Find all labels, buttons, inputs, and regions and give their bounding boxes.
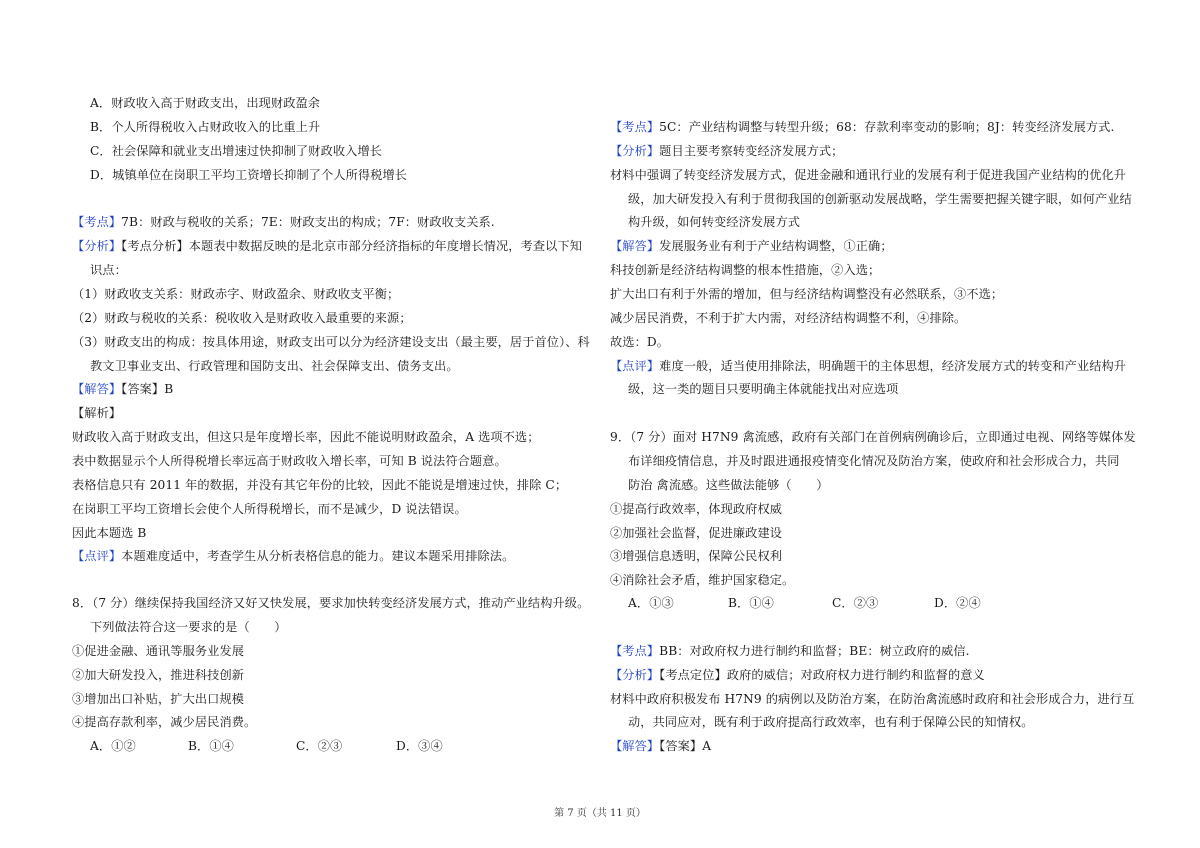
r-fenxi-tag: 【分析】 [610, 144, 660, 158]
kaodian-line [72, 214, 495, 230]
q8-option-a: A．①② [90, 739, 136, 753]
r-jieda2-line [610, 738, 711, 754]
r-jieda2-text: 【答案】A [659, 739, 712, 753]
q9-option-c: C．②③ [832, 596, 879, 610]
jiexi-line-2: 表中数据显示个人所得税增长率远高于财政收入增长率，可知 B 说法符合题意。 [72, 454, 507, 468]
r-jieda-text: 发展服务业有利于产业结构调整，①正确； [659, 239, 893, 253]
r-answer-1: 科技创新是经济结构调整的根本性措施，②入选； [610, 263, 881, 277]
r-fenxi-line [610, 143, 843, 159]
q9-stem-1: 9．（7 分）面对 H7N9 禽流感，政府有关部门在首例病例确诊后，立即通过电视、网络等媒体发 [610, 430, 1136, 444]
r-jieda-tag: 【解答】 [610, 239, 660, 253]
point-3-cont: 教文卫事业支出、行政管理和国防支出、社会保障支出、债务支出。 [90, 359, 459, 373]
r-fenxi2-line [610, 667, 985, 683]
jiexi-line-5: 因此本题选 B [72, 526, 147, 540]
q8-item-4: ④提高存款利率，减少居民消费。 [72, 715, 257, 729]
kaodian-text: 7B：财政与税收的关系；7E：财政支出的构成；7F：财政收支关系. [121, 215, 495, 229]
fenxi-tag: 【分析】 [72, 239, 122, 253]
jiexi-line-1: 财政收入高于财政支出，但这只是年度增长率，因此不能说明财政盈余，A 选项不选； [72, 430, 540, 444]
q9-stem-3: 防治 禽流感。这些做法能够（ ） [628, 478, 829, 492]
jiexi-line-3: 表格信息只有 2011 年的数据，并没有其它年份的比较，因此不能说是增速过快，排除 C； [72, 478, 568, 492]
q8-option-c: C．②③ [296, 739, 343, 753]
q8-item-2: ②加大研发投入，推进科技创新 [72, 668, 245, 682]
r-jieda-line [610, 238, 893, 254]
r-dianping-cont: 级，这一类的题目只要明确主体就能找出对应选项 [628, 382, 899, 396]
r-material2-1: 材料中政府积极发布 H7N9 的病例以及防治方案，在防治禽流感时政府和社会形成合力，进行互 [610, 692, 1135, 706]
q8-option-d: D．③④ [396, 739, 443, 753]
r-kaodian2-text: BB：对政府权力进行制约和监督；BE：树立政府的威信. [659, 644, 970, 658]
q8-stem-2: 下列做法符合这一要求的是（ ） [90, 620, 287, 634]
r-material-2: 级，加大研发投入有利于贯彻我国的创新驱动发展战略，学生需要把握关键字眼，如何产业结 [628, 192, 1132, 206]
q8-stem-1: 8．（7 分）继续保持我国经济又好又快发展，要求加快转变经济发展方式，推动产业结构升级。 [72, 596, 590, 610]
fenxi-line [72, 238, 582, 254]
fenxi-cont: 识点： [90, 263, 127, 277]
fenxi-text: 【考点分析】本题表中数据反映的是北京市部分经济指标的年度增长情况，考查以下知 [121, 239, 582, 253]
q8-item-1: ①促进金融、通讯等服务业发展 [72, 644, 245, 658]
q8-item-3: ③增加出口补贴，扩大出口规模 [72, 692, 245, 706]
r-answer-3: 减少居民消费，不利于扩大内需，对经济结构调整不利，④排除。 [610, 311, 967, 325]
q9-option-a: A．①③ [628, 596, 674, 610]
dianping-line [72, 548, 514, 564]
r-fenxi-text: 题目主要考察转变经济发展方式； [659, 144, 844, 158]
r-fenxi2-tag: 【分析】 [610, 668, 660, 682]
r-kaodian2-line [610, 643, 970, 659]
r-answer-2: 扩大出口有利于外需的增加，但与经济结构调整没有必然联系，③不选； [610, 287, 1004, 301]
jieda-text: 【答案】B [121, 382, 174, 396]
r-kaodian2-tag: 【考点】 [610, 644, 660, 658]
page-footer: 第 7 页（共 11 页） [554, 808, 646, 819]
r-answer-4: 故选：D。 [610, 335, 670, 349]
dianping-text: 本题难度适中，考查学生从分析表格信息的能力。建议本题采用排除法。 [121, 549, 515, 563]
q9-item-3: ③增强信息透明，保障公民权利 [610, 549, 783, 563]
jiexi-heading: 【解析】 [72, 406, 122, 420]
q9-option-d: D．②④ [934, 596, 981, 610]
r-dianping-text: 难度一般，适当使用排除法，明确题干的主体思想，经济发展方式的转变和产业结构升 [659, 359, 1127, 373]
q7-option-c: C．社会保障和就业支出增速过快抑制了财政收入增长 [90, 144, 383, 158]
point-3: （3）财政支出的构成：按具体用途，财政支出可以分为经济建设支出（最主要，居于首位）、科 [72, 335, 590, 349]
jieda-tag: 【解答】 [72, 382, 122, 396]
point-1: （1）财政收支关系：财政赤字、财政盈余、财政收支平衡； [72, 287, 400, 301]
r-kaodian-text: 5C：产业结构调整与转型升级；68：存款利率变动的影响；8J：转变经济发展方式. [659, 120, 1115, 134]
r-kaodian-line [610, 119, 1114, 135]
r-dianping-line [610, 358, 1126, 374]
dianping-tag: 【点评】 [72, 549, 122, 563]
kaodian-tag: 【考点】 [72, 215, 122, 229]
q9-item-1: ①提高行政效率，体现政府权威 [610, 502, 783, 516]
q9-stem-2: 布详细疫情信息，并及时跟进通报疫情变化情况及防治方案，使政府和社会形成合力，共同 [628, 454, 1120, 468]
jiexi-line-4: 在岗职工平均工资增长会使个人所得税增长，而不是减少，D 说法错误。 [72, 502, 467, 516]
q8-option-b: B．①④ [188, 739, 234, 753]
q9-option-b: B．①④ [728, 596, 774, 610]
q9-item-2: ②加强社会监督，促进廉政建设 [610, 526, 783, 540]
q7-option-b: B．个人所得税收入占财政收入的比重上升 [90, 120, 321, 134]
r-material-3: 构升级，如何转变经济发展方式 [628, 215, 801, 229]
r-jieda2-tag: 【解答】 [610, 739, 660, 753]
r-kaodian-tag: 【考点】 [610, 120, 660, 134]
q9-item-4: ④消除社会矛盾，维护国家稳定。 [610, 573, 795, 587]
q7-option-d: D．城镇单位在岗职工平均工资增长抑制了个人所得税增长 [90, 168, 408, 182]
r-fenxi2-text: 【考点定位】政府的威信；对政府权力进行制约和监督的意义 [659, 668, 985, 682]
r-dianping-tag: 【点评】 [610, 359, 660, 373]
r-material-1: 材料中强调了转变经济发展方式，促进金融和通讯行业的发展有利于促进我国产业结构的优化升 [610, 168, 1127, 182]
jieda-line [72, 381, 173, 397]
r-material2-2: 动，共同应对，既有利于政府提高行政效率，也有利于保障公民的知情权。 [628, 715, 1034, 729]
q7-option-a: A．财政收入高于财政支出，出现财政盈余 [90, 96, 321, 110]
point-2: （2）财政与税收的关系：税收收入是财政收入最重要的来源； [72, 311, 412, 325]
